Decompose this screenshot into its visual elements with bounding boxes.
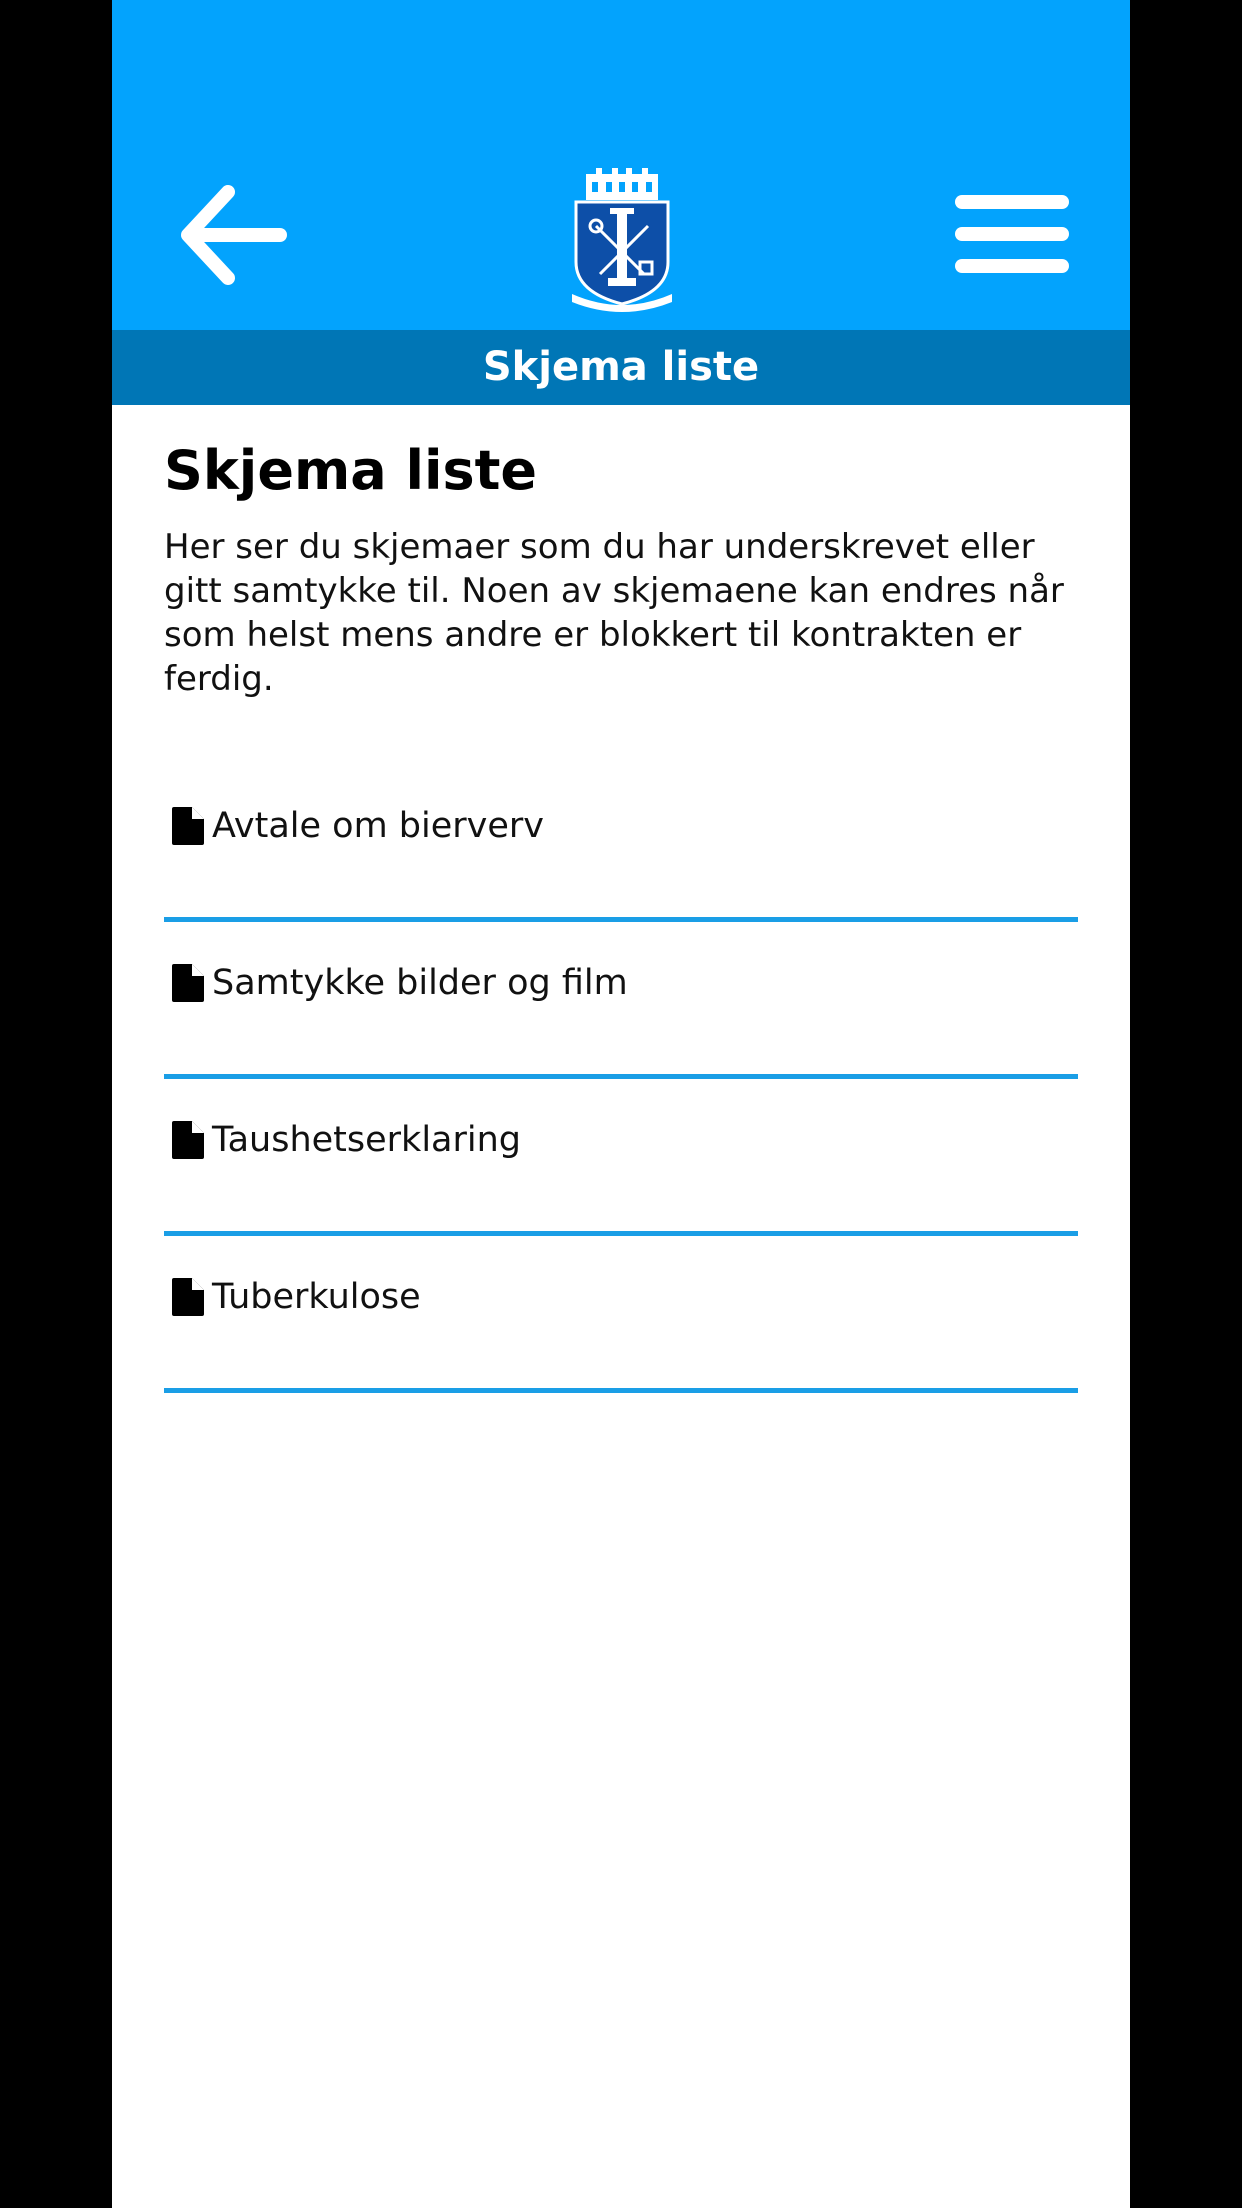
document-icon: [170, 805, 206, 847]
form-item-taushetserklaring[interactable]: [164, 1079, 1078, 1236]
document-icon: [170, 1119, 206, 1161]
coat-of-arms-logo: [568, 166, 676, 312]
form-label: Samtykke bilder og film: [212, 963, 628, 1003]
hamburger-menu-icon: [952, 190, 1072, 280]
title-bar: Skjema liste: [112, 330, 1130, 405]
document-icon: [170, 962, 206, 1004]
document-icon: [170, 1276, 206, 1318]
form-label: Taushetserklaring: [212, 1120, 522, 1160]
arrow-left-icon: [178, 180, 288, 290]
back-button[interactable]: [178, 180, 288, 290]
app-screen: [112, 0, 1130, 2208]
app-header: [112, 0, 1130, 330]
form-label: Tuberkulose: [212, 1277, 421, 1317]
page-description: Her ser du skjemaer som du har underskrevet eller gitt samtykke til. Noen av skjemaene kan endres når som helst mens andre er blokkert til kontrakten er ferdig.: [164, 527, 1064, 699]
form-item-avtale-om-bierverv[interactable]: [164, 765, 1078, 922]
menu-button[interactable]: [952, 190, 1072, 280]
form-list: [164, 765, 1078, 1393]
form-item-tuberkulose[interactable]: [164, 1236, 1078, 1393]
page-title: Skjema liste: [164, 439, 538, 502]
form-label: Avtale om bierverv: [212, 806, 545, 846]
main-content: [164, 405, 1078, 1393]
form-item-samtykke-bilder-og-film[interactable]: [164, 922, 1078, 1079]
